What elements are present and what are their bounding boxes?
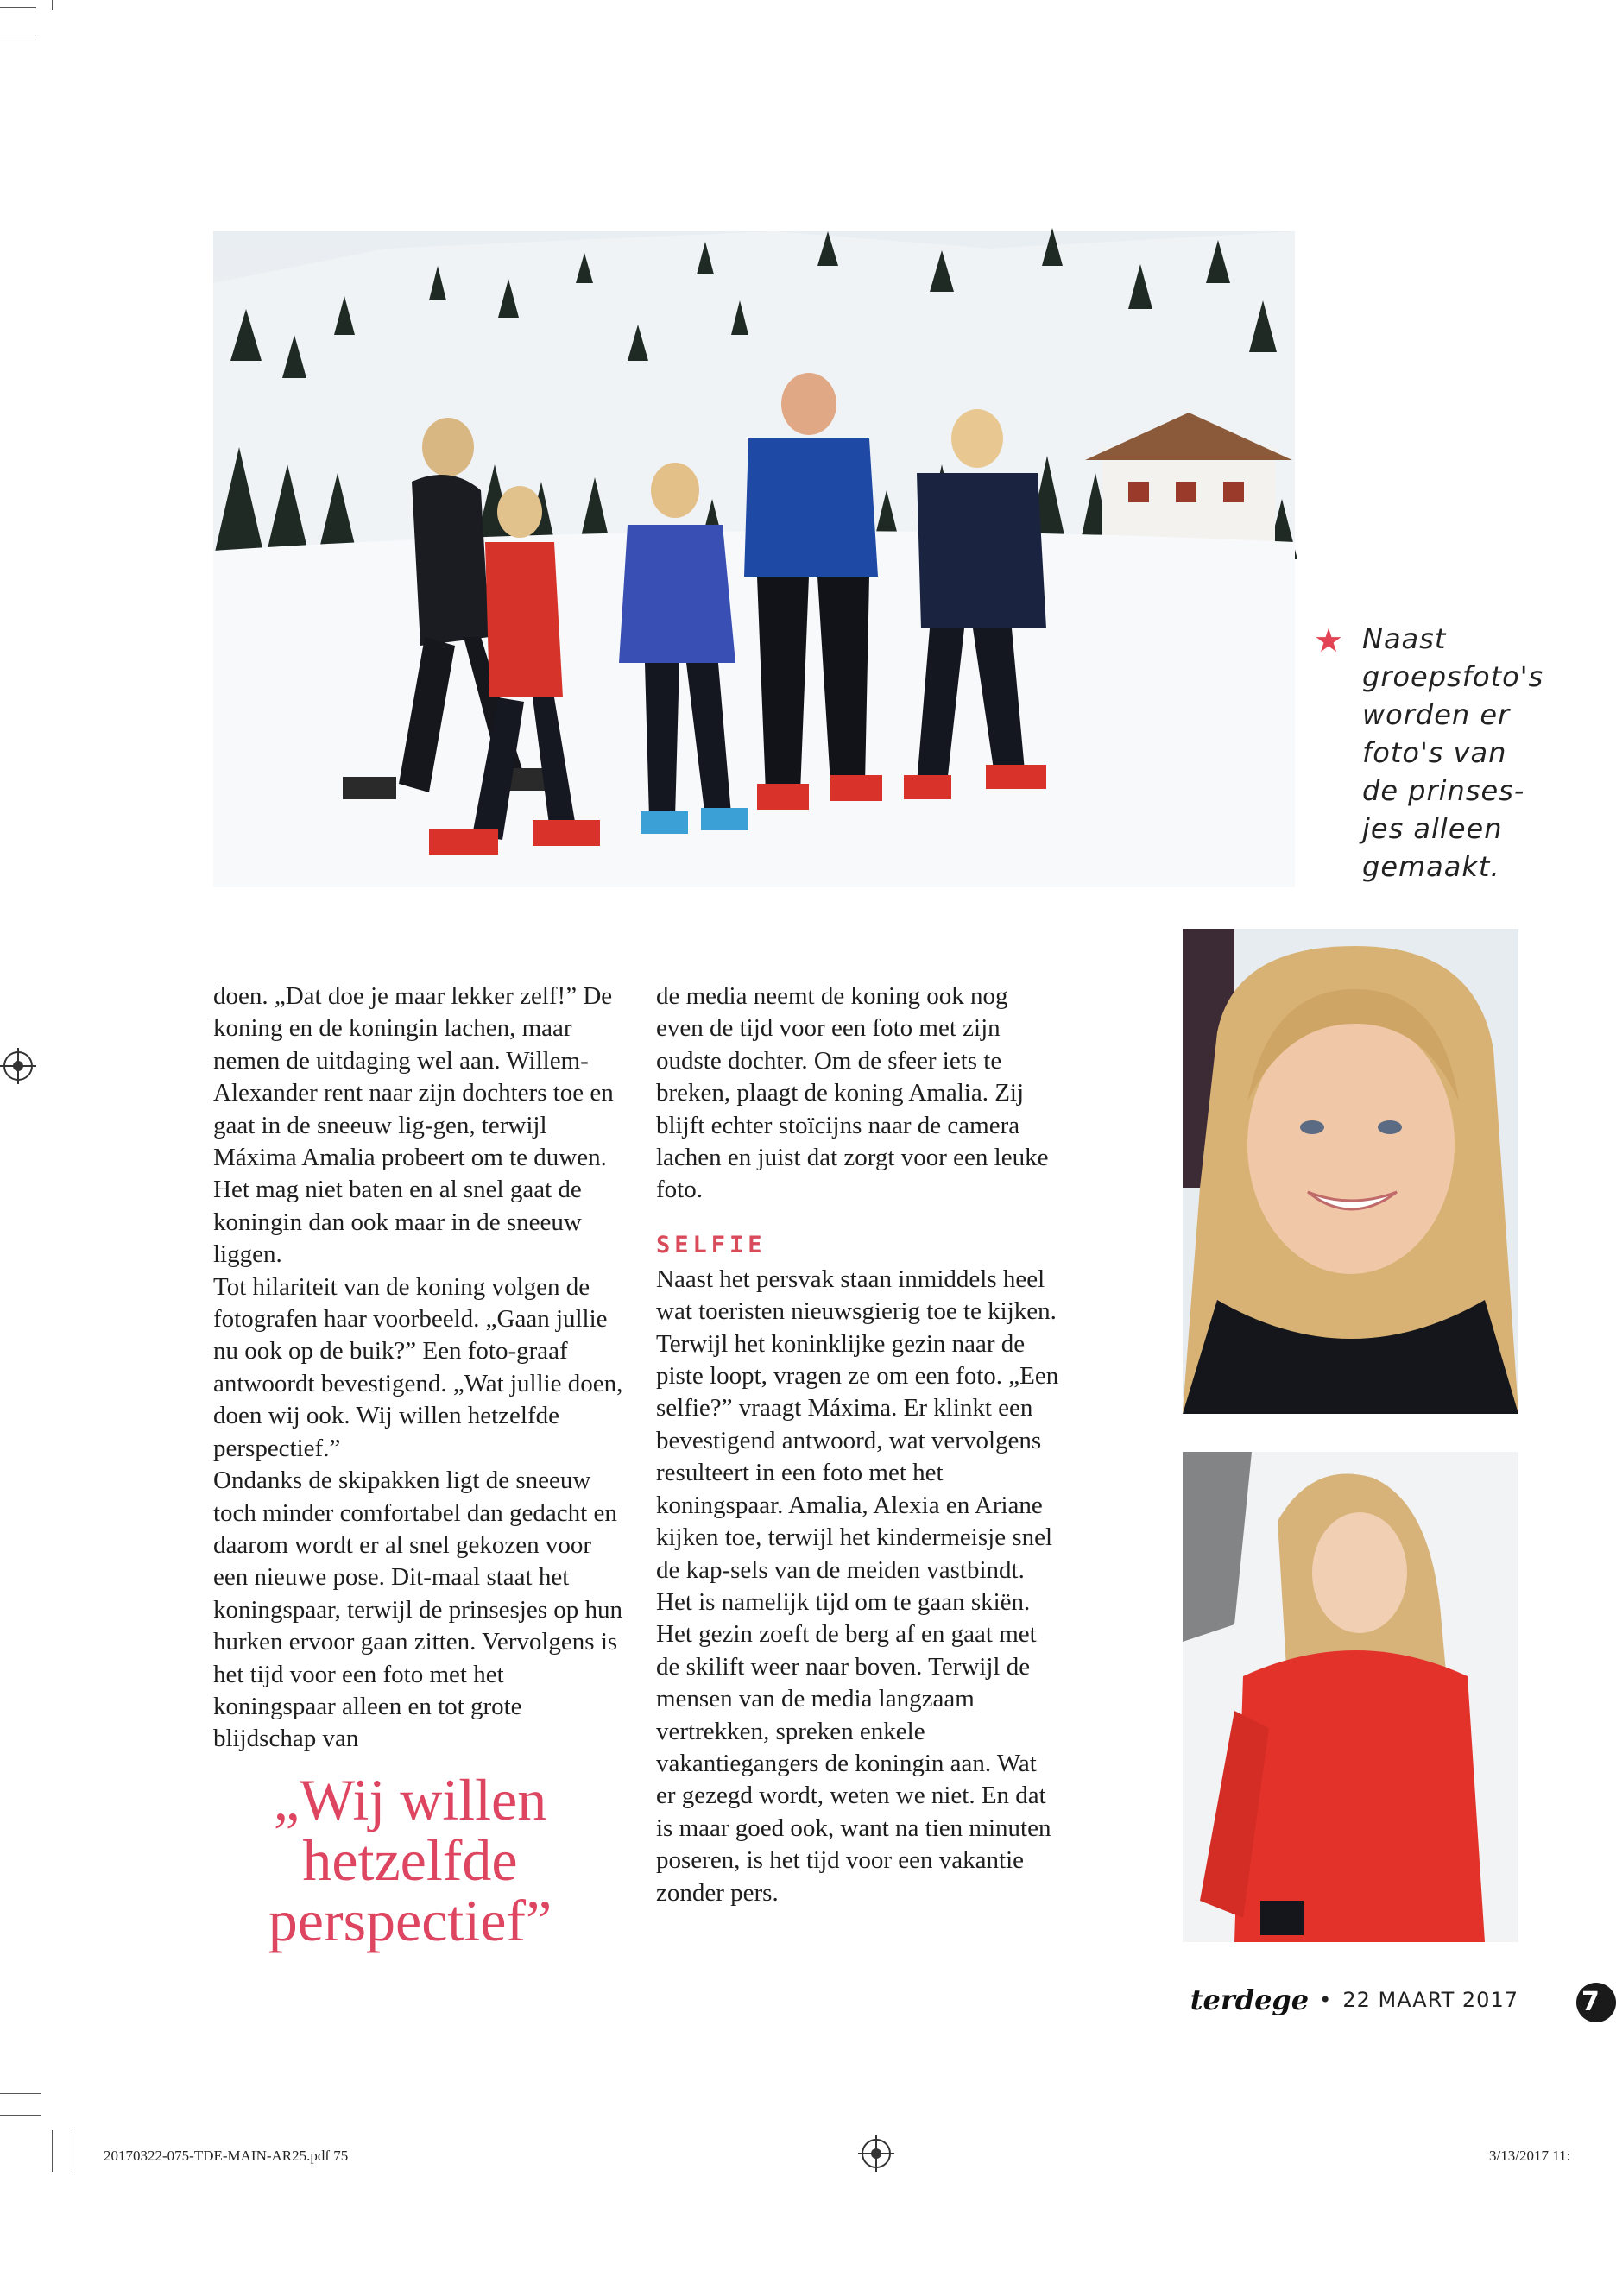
page-number: 7	[1576, 1983, 1616, 2022]
crop-mark-bottom-left-h2	[0, 2115, 41, 2116]
princess-red-jacket-photo	[1183, 1452, 1518, 1942]
paragraph: doen. „Dat doe je maar lekker zelf!” De koning en de koningin lachen, maar nemen de uitdaging wel aan. Willem-Alexander rent naar zijn dochters toe en gaat in de sneeuw lig-gen, terwijl Máxima Amalia probeert om te duwen. Het mag niet baten en al snel gaat de koningin dan ook maar in de sneeuw liggen.	[213, 982, 614, 1269]
crop-mark-top-left-v	[52, 0, 53, 10]
pull-quote: „Wij willen hetzelfde perspectief”	[268, 1767, 552, 1953]
article-column-2	[656, 981, 1060, 1909]
registration-mark-left	[3, 1051, 33, 1081]
crop-mark-bottom-left-v	[52, 2130, 53, 2172]
page-footer	[1190, 1984, 1518, 2016]
section-heading: SELFIE	[656, 1231, 767, 1258]
paragraph: Ondanks de skipakken ligt de sneeuw toch minder comfortabel dan gedacht en daarom wordt er al snel gekozen voor een nieuwe pose. Dit-maal staat het koningspaar, terwijl de prinsesjes op hun hurken ervoor gaan zitten. Vervolgens is het tijd voor een foto met het koningspaar alleen en tot grote blijdschap van	[213, 1467, 623, 1753]
paragraph: de media neemt de koning ook nog even de tijd voor een foto met zijn oudste dochter. Om de sfeer iets te breken, plaagt de koning Amalia. Zij blijft echter stoïcijns naar de camera lachen en juist dat zorgt voor een leuke foto.	[656, 982, 1049, 1204]
article-column-1	[213, 981, 626, 1756]
paragraph: Naast het persvak staan inmiddels heel wat toeristen nieuwsgierig toe te kijken. Terwijl het koninklijke gezin naar de piste loopt, vragen ze om een foto. „Een selfie?” vraagt Máxima. Er klinkt een bevestigend antwoord, wat vervolgens resulteert in een foto met het koningspaar. Amalia, Alexia en Ariane kijken toe, terwijl het kindermeisje snel de kap-sels van de meiden vastbindt. Het is namelijk tijd om te gaan skiën.	[656, 1265, 1059, 1616]
photo-caption: Naast groepsfoto's worden er foto's van de prinses-jes alleen gemaakt.	[1362, 622, 1544, 883]
magazine-brand: terdege	[1190, 1984, 1310, 2016]
crop-mark-bottom-left-h	[0, 2093, 41, 2094]
star-icon: ★	[1314, 623, 1344, 659]
paragraph: Tot hilariteit van de koning volgen de fotografen haar voorbeeld. „Gaan jullie nu ook op de buik?” Een foto-graaf antwoordt bevestigend. „Wat jullie doen, doen wij ook. Wij willen hetzelfde perspectief.”	[213, 1272, 623, 1462]
registration-mark-bottom	[862, 2139, 891, 2168]
family-ski-photo	[213, 231, 1295, 887]
print-file-slug: 20170322-075-TDE-MAIN-AR25.pdf 75	[104, 2148, 349, 2164]
princess-portrait-photo	[1183, 929, 1518, 1414]
print-timestamp: 3/13/2017 11:	[1489, 2148, 1571, 2164]
folio-separator: •	[1319, 1988, 1333, 2012]
paragraph: Het gezin zoeft de berg af en gaat met de skilift weer naar boven. Terwijl de mensen van de media langzaam vertrekken, spreken enkele vakantiegangers de koningin aan. Wat er gezegd wordt, weten we niet. En dat is maar goed ook, want na tien minuten poseren, is het tijd voor een vakantie zonder pers.	[656, 1620, 1051, 1907]
issue-date: 22 MAART 2017	[1342, 1988, 1518, 2012]
crop-mark-top-left-h	[0, 7, 36, 8]
